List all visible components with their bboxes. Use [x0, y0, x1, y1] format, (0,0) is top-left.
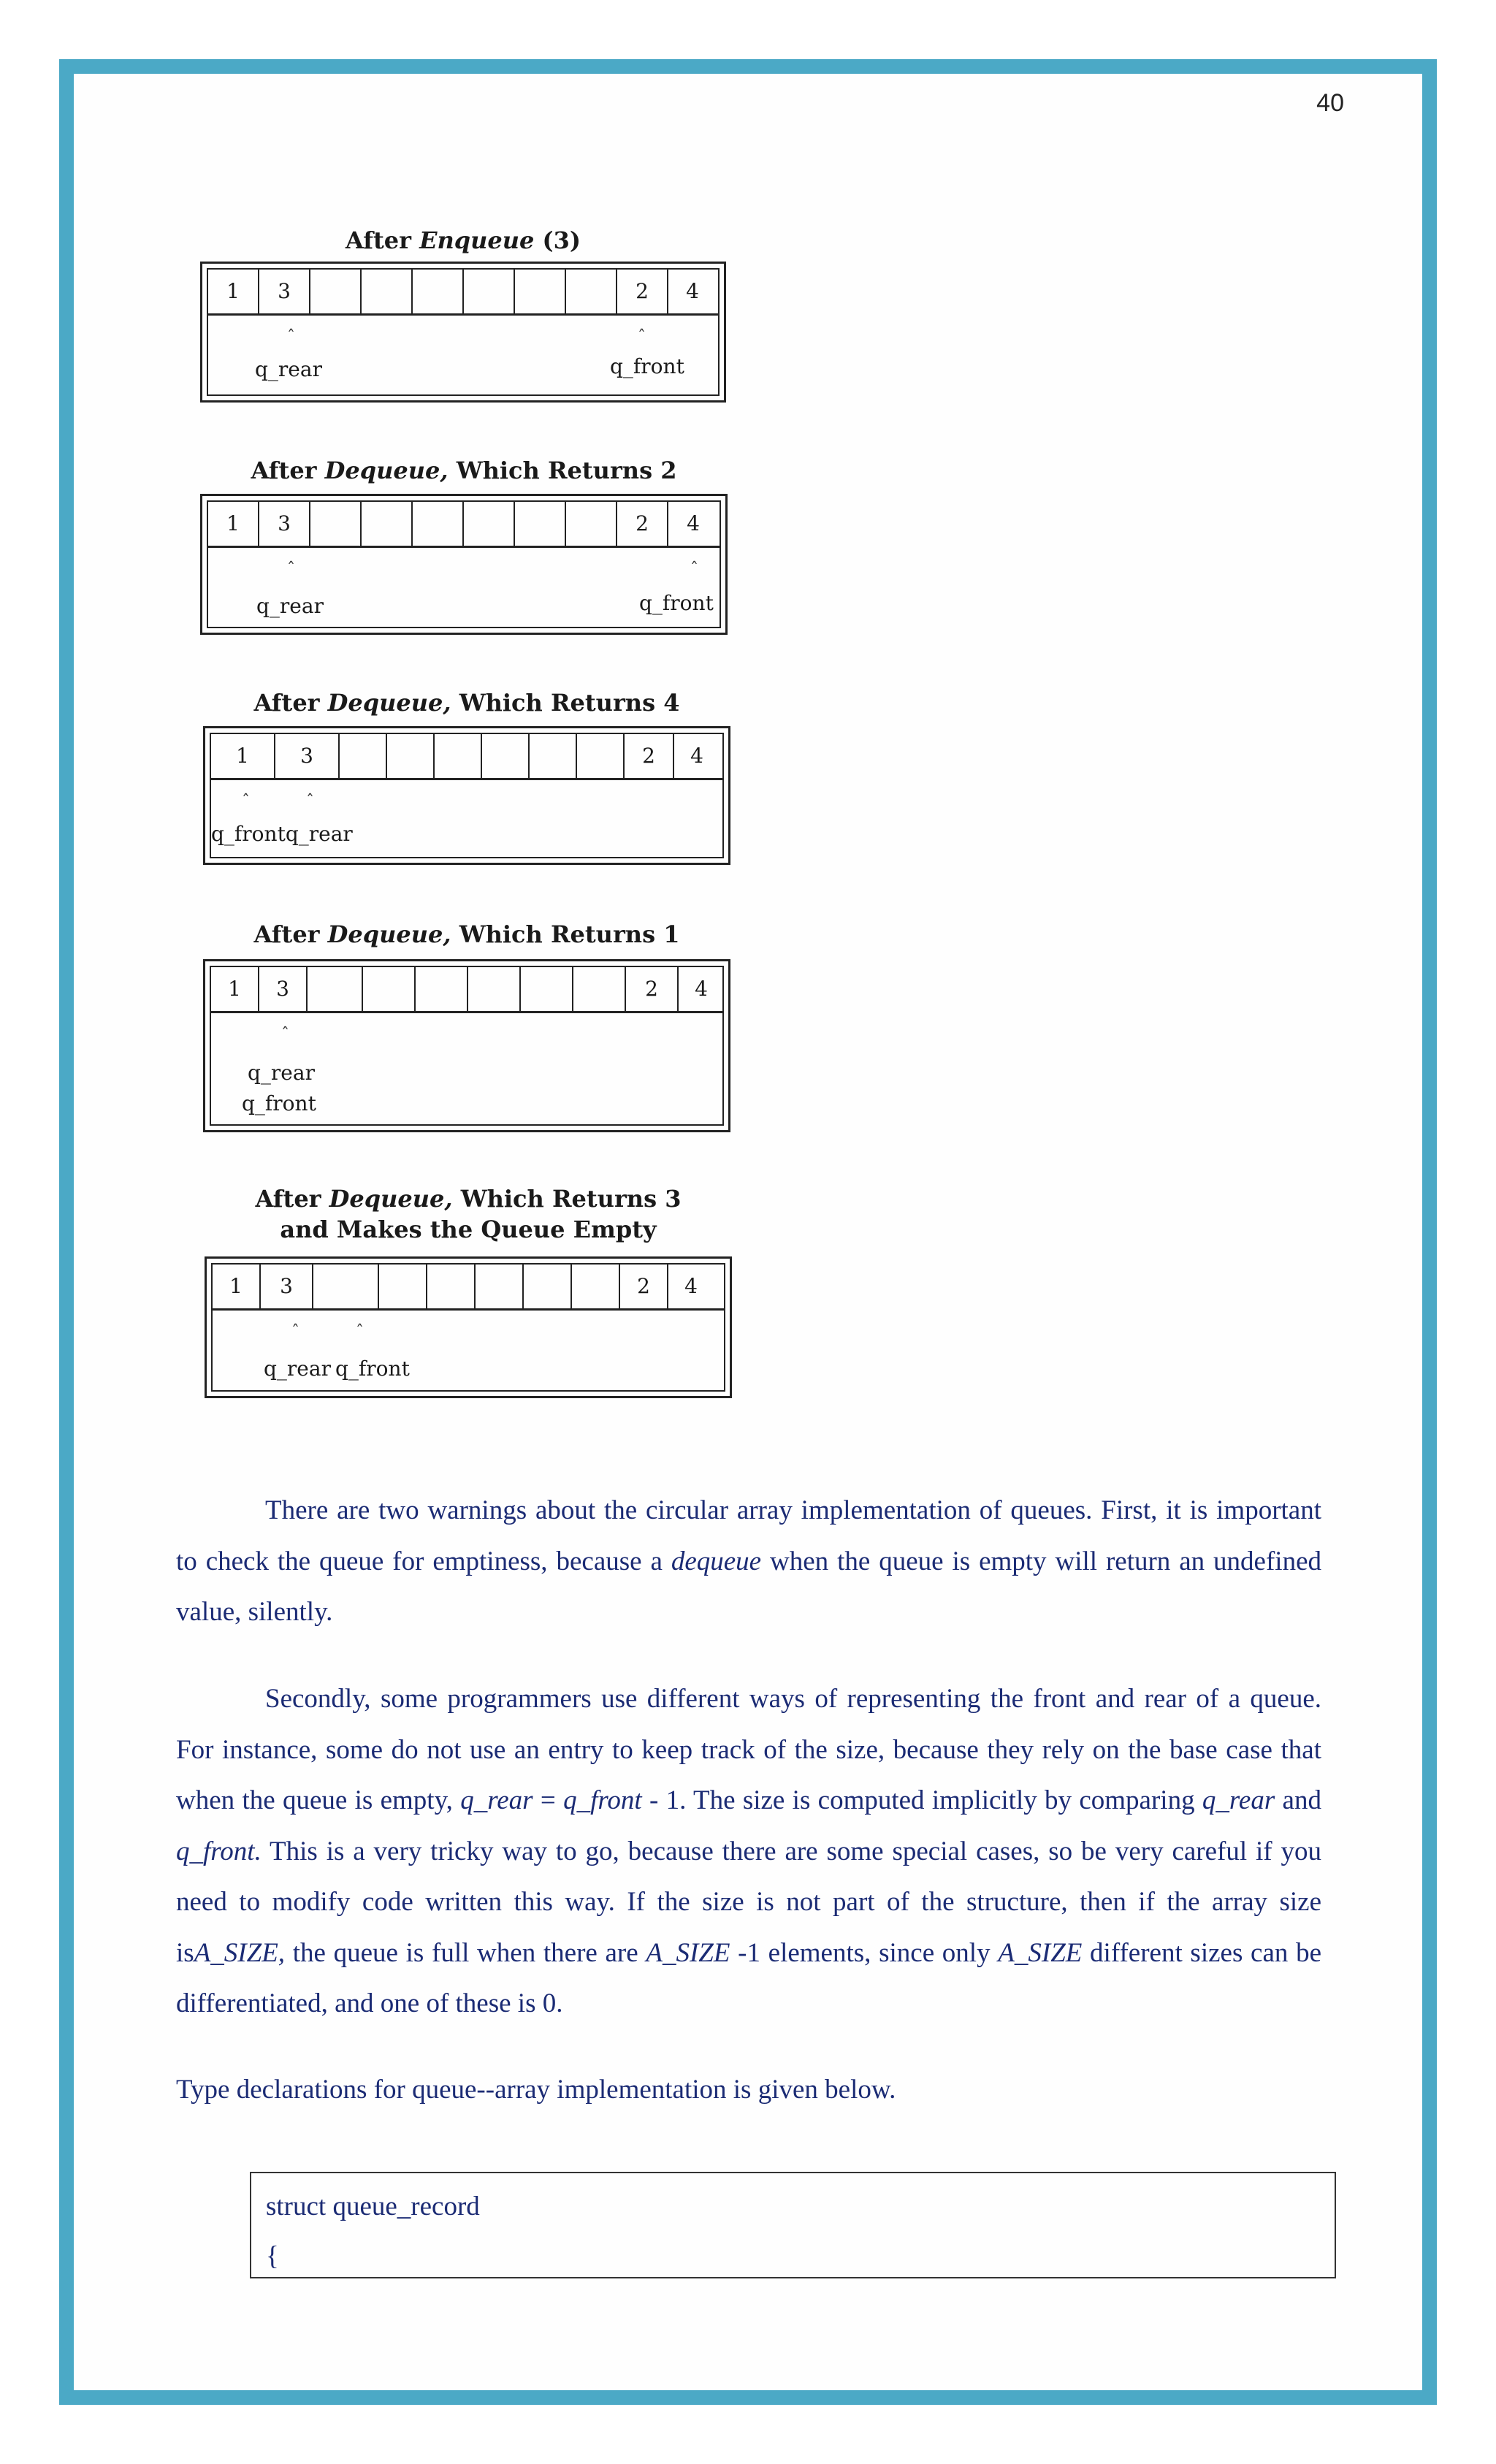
queue-cell [362, 270, 413, 313]
queue-cell [340, 734, 387, 778]
queue-cell [577, 734, 625, 778]
queue-cell [363, 967, 416, 1011]
code-line: { [266, 2241, 279, 2271]
queue-cell: 2 [620, 1265, 668, 1308]
italic-term: A_SIZE, [194, 1937, 286, 1968]
queue-cell: 3 [261, 1265, 313, 1308]
pointer-caret-icon: ˆ [291, 1323, 299, 1341]
queue-cell [530, 734, 577, 778]
diagram-title-part: After [255, 1185, 329, 1213]
queue-diagram [200, 494, 728, 635]
queue-diagram-inner [207, 500, 721, 628]
italic-term: A_SIZE [646, 1937, 730, 1968]
queue-cell: 4 [690, 744, 703, 768]
pointer-caret-icon: ˆ [306, 793, 314, 811]
queue-diagram-inner [207, 268, 720, 396]
queue-diagram-inner [210, 733, 724, 858]
queue-array [208, 502, 720, 548]
diagram-title [200, 225, 726, 256]
queue-cell [362, 502, 413, 546]
pointer-label: q_front [335, 1357, 410, 1381]
diagram-title-part: (3) [534, 226, 581, 254]
italic-term: q_rear [460, 1785, 533, 1815]
diagram-title-part: After [251, 457, 325, 484]
text-run: Secondly, some programmers use different ways of representing the front and rear of a queue. For instance, some do not use an entry to keep track of the size, because they rely on the base case that when the queue is empty, [176, 1684, 1321, 1815]
italic-term: q_front. [176, 1836, 262, 1866]
queue-array [208, 270, 718, 316]
queue-diagram [203, 726, 730, 865]
text-run: = [533, 1785, 564, 1815]
queue-cell [416, 967, 468, 1011]
queue-cell: 3 [259, 502, 310, 546]
pointer-label: q_front [610, 354, 684, 378]
text-run: -1 elements, since only [730, 1937, 999, 1968]
queue-cell: 1 [211, 734, 275, 778]
pointer-label: q_frontq_rear [211, 822, 353, 846]
diagram-title-part: Enqueue [419, 226, 535, 254]
queue-cell [468, 967, 521, 1011]
diagram-title [203, 919, 730, 950]
queue-cell [464, 270, 515, 313]
pointer-caret-icon: ˆ [287, 560, 295, 579]
queue-cell: 3 [259, 967, 308, 1011]
diagram-title-part: Which Returns 4 [451, 689, 680, 717]
queue-cell [515, 502, 566, 546]
pointer-caret-icon: ˆ [356, 1323, 364, 1341]
diagram-title-line2: and Makes the Queue Empty [280, 1216, 657, 1243]
diagram-title-part: Which Returns 1 [451, 920, 680, 948]
pointer-caret-icon: ˆ [690, 560, 698, 579]
queue-cell: 4 [695, 977, 708, 1001]
italic-term: A_SIZE [998, 1937, 1083, 1968]
paragraph-representations [176, 1674, 1321, 2029]
queue-diagram [205, 1256, 732, 1398]
pointer-label: q_rear [255, 357, 322, 381]
queue-cell [310, 270, 362, 313]
queue-cell [427, 1265, 476, 1308]
queue-cell [313, 1265, 379, 1308]
text-run: This is a very tricky way to go, because there are some special cases, so be very careful if you need to modify code written this way. If the size is not part of the structure, then if the array size is [176, 1836, 1321, 1968]
queue-cell [476, 1265, 524, 1308]
queue-cell: 3 [259, 270, 310, 313]
diagram-title-part: Dequeue, [324, 457, 449, 484]
pointer-caret-icon: ˆ [242, 793, 250, 811]
queue-cell: 1 [211, 967, 259, 1011]
queue-cell [573, 967, 626, 1011]
queue-cell: 4 [684, 1274, 698, 1298]
queue-cell [413, 270, 464, 313]
queue-cell [308, 967, 363, 1011]
text-run: and [1275, 1785, 1321, 1815]
page-number: 40 [1316, 89, 1344, 117]
code-block [250, 2172, 1336, 2278]
queue-cell: 1 [208, 270, 259, 313]
italic-term: q_rear [1202, 1785, 1275, 1815]
queue-diagram-inner [211, 1263, 725, 1392]
queue-array [213, 1265, 724, 1311]
diagram-title-part: Which Returns 2 [448, 457, 677, 484]
pointer-label: q_rear [256, 594, 324, 618]
queue-cell: 2 [626, 967, 679, 1011]
text-run: when the queue is empty will return an undefined value, silently. [176, 1546, 1321, 1627]
paragraph-warnings [176, 1485, 1321, 1638]
queue-cell [379, 1265, 427, 1308]
queue-cell: 2 [617, 270, 668, 313]
queue-diagram [200, 262, 726, 403]
queue-cell [524, 1265, 572, 1308]
queue-cell [464, 502, 515, 546]
pointer-label: q_front [639, 591, 714, 615]
pointer-label: q_rear [248, 1061, 315, 1085]
pointer-caret-icon: ˆ [287, 328, 295, 346]
italic-term: q_front [563, 1785, 642, 1815]
queue-cell [515, 270, 566, 313]
queue-cell: 1 [208, 502, 259, 546]
text-run: the queue is full when there are [285, 1937, 646, 1968]
queue-cell [413, 502, 464, 546]
queue-cell: 4 [686, 279, 699, 303]
pointer-label: q_front [242, 1091, 316, 1115]
queue-cell: 1 [213, 1265, 261, 1308]
queue-array [211, 734, 722, 780]
italic-term: dequeue [671, 1546, 762, 1576]
queue-cell [310, 502, 362, 546]
queue-cell [521, 967, 573, 1011]
diagram-title [200, 455, 728, 486]
diagram-title [203, 687, 730, 718]
diagram-title-part: Dequeue, [329, 1185, 453, 1213]
diagram-title-part: Dequeue, [327, 689, 451, 717]
diagram-title-part: Which Returns 3 [452, 1185, 682, 1213]
queue-cell [566, 502, 617, 546]
queue-diagram [203, 959, 730, 1132]
queue-cell: 2 [617, 502, 668, 546]
paragraph-type-declarations: Type declarations for queue--array implementation is given below. [176, 2075, 896, 2105]
queue-cell [387, 734, 435, 778]
queue-cell: 3 [275, 734, 340, 778]
text-run: - 1. The size is computed implicitly by comparing [641, 1785, 1202, 1815]
diagram-title [205, 1183, 732, 1245]
queue-cell [435, 734, 482, 778]
diagram-title-part: After [253, 689, 328, 717]
queue-diagram-inner [210, 966, 724, 1126]
text-run: different sizes can be differentiated, and one of these is 0. [176, 1937, 1321, 2018]
pointer-caret-icon: ˆ [281, 1026, 289, 1044]
queue-cell [572, 1265, 620, 1308]
queue-cell [566, 270, 617, 313]
diagram-title-part: Dequeue, [327, 920, 451, 948]
code-line: struct queue_record [266, 2192, 480, 2221]
diagram-title-part: After [345, 226, 420, 254]
queue-cell: 2 [625, 734, 674, 778]
pointer-label: q_rear [264, 1357, 331, 1381]
text-run: There are two warnings about the circular array implementation of queues. First, it is important to check the queue for emptiness, because a [176, 1495, 1321, 1576]
pointer-caret-icon: ˆ [638, 328, 646, 346]
queue-cell: 4 [687, 511, 700, 535]
queue-cell [482, 734, 530, 778]
queue-array [211, 967, 722, 1013]
diagram-title-part: After [253, 920, 328, 948]
